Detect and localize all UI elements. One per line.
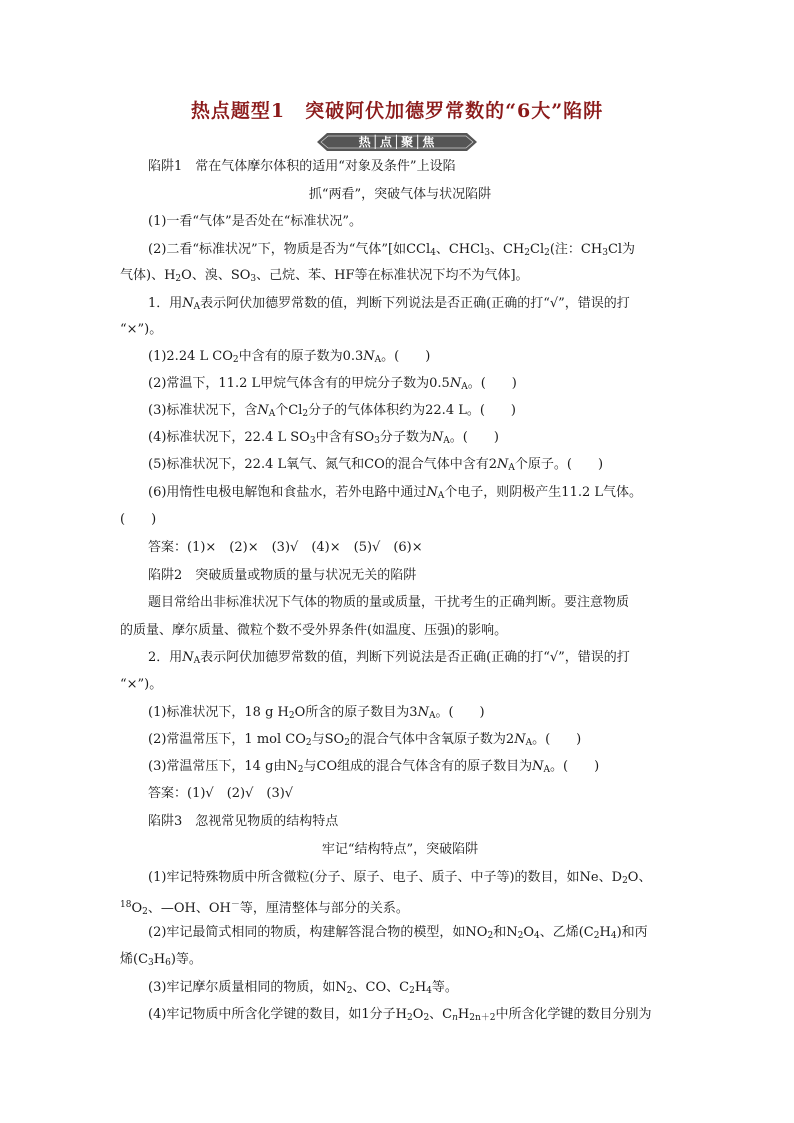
trap1-p2-line1: (2)二看“标准状况”下，物质是否为“气体”[如CCl$_4$、CHCl$_3$、$CH_2Cl_2$(注：$CH_3Cl$为 [148,242,636,258]
q2-item-2: (2)常温常压下，1 mol $CO_2$与$SO_2$的混合气体中含氧原子数为$2N_A$。( ) [148,732,582,748]
q2-item-3: (3)常温常压下，14 g由$N_2$与CO组成的混合气体含有的原子数目为$N_A$。( ) [148,759,600,775]
q1-item-5: (5)标准状况下，22.4 L氧气、氮气和CO的混合气体中含有$2N_A$个原子。( ) [148,457,604,473]
page-title: 热点题型1 突破阿伏加德罗常数的“6大”陷阱 [190,100,604,122]
q1-item-3: (3)标准状况下，含$N_A$个$Cl_2$分子的气体体积约为22.4 L。( ) [148,403,516,419]
q1-item-6-cont: ( ) [120,512,157,527]
trap3-p1-line2: $^{18}O_2$、—OH、OH－等，厘清整体与部分的关系。 [120,900,409,917]
trap2-p2: 的质量、摩尔质量、微粒个数不受外界条件(如温度、压强)的影响。 [120,623,508,638]
q2-item-1: (1)标准状况下，18 g $H_2O$所含的原子数目为$3N_A$。( ) [148,705,485,721]
trap3-p2-line2: 烯$(C_3H_6)$等。 [120,952,202,968]
q1-item-6: (6)用惰性电极电解饱和食盐水，若外电路中通过$N_A$个电子，则阴极产生11.2 L气体。 [148,485,643,501]
trap2-heading: 陷阱2 突破质量或物质的量与状况无关的陷阱 [148,568,417,583]
trap3-p2-line1: (2)牢记最简式相同的物质，构建解答混合物的模型，如$NO_2$和$N_2O_4$、乙烯$(C_2H_4)$和丙 [148,925,648,941]
trap3-p3: (3)牢记摩尔质量相同的物质，如$N_2$、CO、$C_2H_4$等。 [148,980,458,996]
trap1-p1: (1)一看“气体”是否处在“标准状况”。 [148,214,362,229]
trap1-subheading: 抓“两看”，突破气体与状况陷阱 [308,187,492,202]
trap3-subheading: 牢记“结构特点”，突破陷阱 [321,842,479,857]
question2-stem: 2．用$N_A$表示阿伏加德罗常数的值，判断下列说法是否正确(正确的打“√”，错误的打 [148,650,630,666]
trap3-p1-line1: (1)牢记特殊物质中所含微粒(分子、原子、电子、质子、中子等)的数目，如Ne、$D_2O$、 [148,870,652,886]
q1-answer: 答案：(1)× (2)× (3)√ (4)× (5)√ (6)× [148,540,423,555]
trap3-heading: 陷阱3 忽视常见物质的结构特点 [148,814,339,829]
trap3-p4: (4)牢记物质中所含化学键的数目，如1分子$H_2O_2$、$C_nH_{2n+2}$中所含化学键的数目分别为 [148,1007,652,1023]
hot-topic-banner [317,133,477,151]
q1-item-4: (4)标准状况下，22.4 L $SO_3$中含有$SO_3$分子数为$N_A$。( ) [148,430,499,446]
q1-item-1: (1)2.24 L $CO_2$中含有的原子数为$0.3N_A$。( ) [148,349,431,365]
banner-label: 热│点│聚│焦 [358,135,436,149]
trap1-p2-line2: 气体)、$H_2O$、溴、$SO_3$、己烷、苯、HF等在标准状况下均不为气体]。 [120,268,529,284]
question1-stem-cont: “×”)。 [120,322,163,337]
question2-stem-cont: “×”)。 [120,677,163,692]
q1-item-2: (2)常温下，11.2 L甲烷气体含有的甲烷分子数为$0.5N_A$。( ) [148,376,517,392]
trap1-heading: 陷阱1 常在气体摩尔体积的适用“对象及条件”上设陷 [148,159,456,174]
q2-answer: 答案：(1)√ (2)√ (3)√ [148,786,294,801]
trap2-p1: 题目常给出非标准状况下气体的物质的量或质量，干扰考生的正确判断。要注意物质 [148,595,630,610]
question1-stem: 1．用$N_A$表示阿伏加德罗常数的值，判断下列说法是否正确(正确的打“√”，错误的打 [148,296,630,312]
